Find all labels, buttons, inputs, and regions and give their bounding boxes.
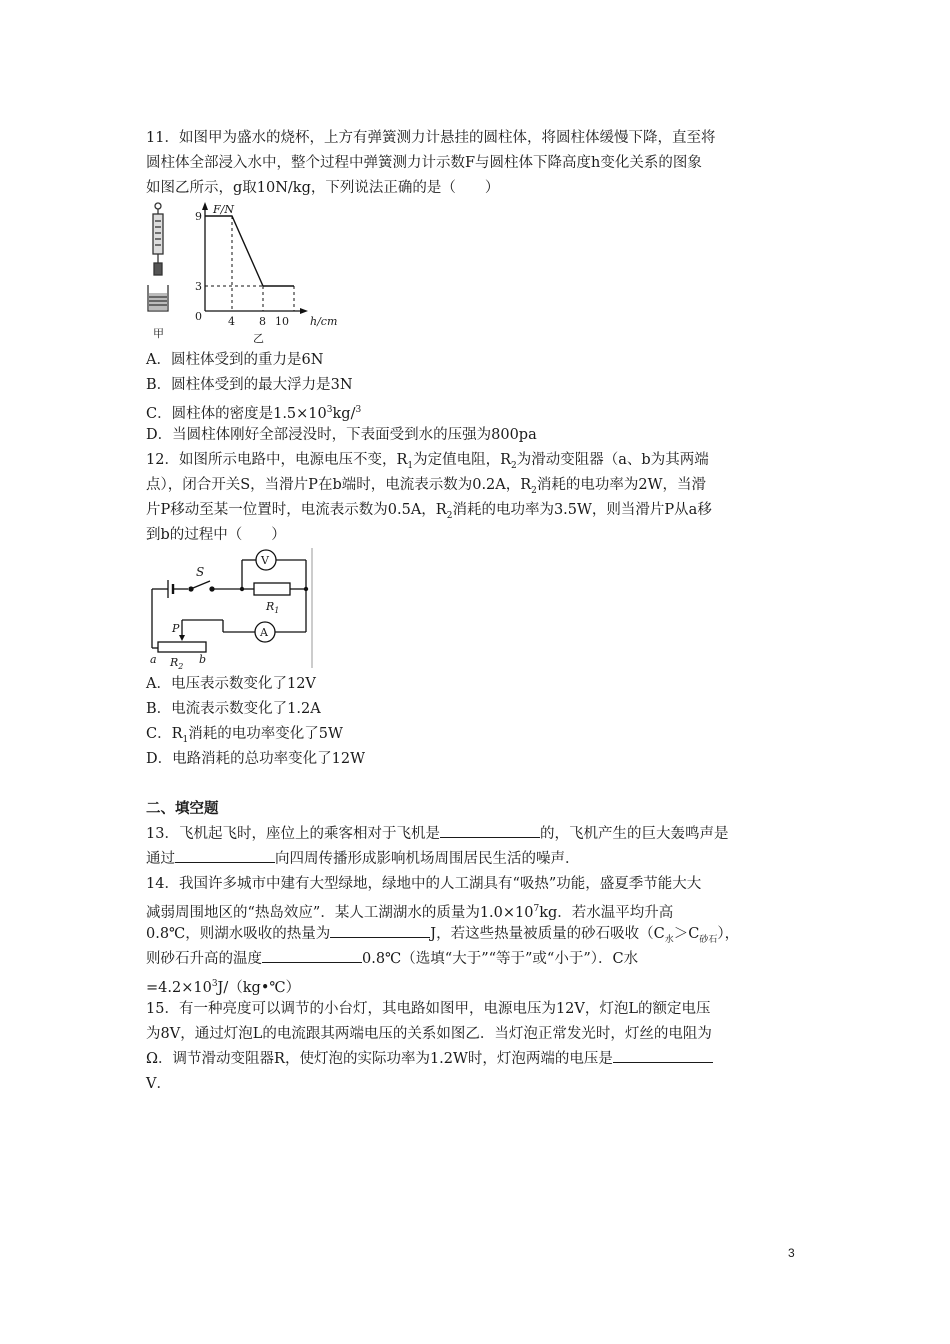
r2-label: $R_2$ [170, 656, 184, 670]
q12-line-4: 到b的过程中（ ） [146, 527, 286, 543]
answer-blank[interactable] [330, 923, 430, 938]
q12-line-1: 12．如图所示电路中，电源电压不变，$R_1$为定值电阻，$R_2$为滑动变阻器（a、b为其两端 [146, 452, 709, 471]
q11-line-1: 11．如图甲为盛水的烧杯，上方有弹簧测力计悬挂的圆柱体，将圆柱体缓慢下降，直至将 [146, 130, 716, 146]
answer-blank[interactable] [613, 1048, 713, 1063]
q14-line-1: 14．我国许多城市中建有大型绿地，绿地中的人工湖具有“吸热”功能，盛夏季节能大大 [146, 876, 702, 892]
switch-label: S [196, 565, 205, 579]
r1-label: $R_1$ [266, 600, 280, 615]
q15-line-3: Ω．调节滑动变阻器R，使灯泡的实际功率为1.2W时，灯泡两端的电压是 [146, 1048, 713, 1070]
x-tick-8: 8 [259, 315, 266, 328]
q11-option-a: A．圆柱体受到的重力是6N [146, 352, 324, 368]
q11-option-b: B．圆柱体受到的最大浮力是3N [146, 377, 353, 393]
label-yi: 乙 [253, 332, 264, 345]
q11-line-3: 如图乙所示，g取10N/kg，下列说法正确的是（ ） [146, 180, 500, 196]
q11-figure [144, 199, 344, 345]
resistor-r1 [254, 583, 290, 595]
q14-line-3: 0.8℃，则湖水吸收的热量为 J，若这些热量被质量的砂石吸收$(C_水>C_{砂石})$， [146, 923, 739, 951]
end-b-label: b [199, 653, 207, 666]
end-a-label: a [150, 653, 157, 666]
f-h-graph [195, 202, 337, 345]
resistor-r2 [158, 642, 206, 652]
q12-option-a: A．电压表示数变化了12V [146, 676, 316, 692]
page-number: 3 [788, 1246, 795, 1260]
x-tick-10: 10 [275, 315, 289, 328]
q14-line-2: 减弱周围地区的“热岛效应”．某人工湖湖水的质量为$1.0\times 10^7kg$．若水温平均升高 [146, 904, 674, 921]
x-axis-label: h/cm [310, 315, 338, 328]
q12-option-b: B．电流表示数变化了1.2A [146, 701, 321, 717]
voltmeter-label: V [261, 554, 269, 567]
q12-option-c: C．$R_1$消耗的电功率变化了5W [146, 726, 343, 745]
q12-line-2: 点），闭合开关S，当滑片P在b端时，电流表示数为0.2A，$R_2$消耗的电功率为2W，当滑 [146, 477, 707, 496]
q14-line-4: 则砂石升高的温度 0.8℃（选填“大于”“等于”或“小于”）．C水 [146, 948, 638, 970]
q11-line-2: 圆柱体全部浸入水中，整个过程中弹簧测力计示数F与圆柱体下降高度h变化关系的图象 [146, 155, 702, 171]
q12-line-3: 片P移动至某一位置时，电流表示数为0.5A，$R_2$消耗的电功率为3.5W，则当滑片P从a移 [146, 502, 712, 521]
q13-line-1: 13．飞机起飞时，座位上的乘客相对于飞机是 的，飞机产生的巨大轰鸣声是 [146, 823, 728, 845]
answer-blank[interactable] [440, 823, 540, 838]
q15-line-4: V． [146, 1076, 171, 1092]
ammeter-label: A [260, 626, 268, 639]
answer-blank[interactable] [262, 948, 362, 963]
slider-label: P [172, 622, 180, 635]
q14-line-5: $=4.2\times 10^3J/(kg•℃)$ [146, 979, 301, 996]
force-curve [205, 216, 294, 286]
q12-circuit-figure [144, 546, 316, 670]
y-tick-3: 3 [195, 280, 202, 293]
label-jia: 甲 [153, 327, 164, 340]
answer-blank[interactable] [175, 848, 275, 863]
section-title: 二、填空题 [146, 801, 219, 817]
q15-line-2: 为8V，通过灯泡L的电流跟其两端电压的关系如图乙．当灯泡正常发光时，灯丝的电阻为 [146, 1026, 712, 1042]
q15-line-1: 15．有一种亮度可以调节的小台灯，其电路如图甲，电源电压为12V，灯泡L的额定电压 [146, 1001, 711, 1017]
x-tick-4: 4 [228, 315, 235, 328]
origin-label: 0 [195, 310, 202, 323]
switch-s [193, 581, 210, 588]
q11-option-c: C．圆柱体的密度是$1.5\times 10^3kg/^3$ [146, 405, 362, 422]
y-axis-label: F/N [213, 203, 234, 216]
q11-option-d: D．当圆柱体刚好全部浸没时，下表面受到水的压强为800pa [146, 427, 537, 443]
q13-line-2: 通过 向四周传播形成影响机场周围居民生活的噪声． [146, 848, 580, 870]
y-tick-9: 9 [195, 210, 202, 223]
q12-option-d: D．电路消耗的总功率变化了12W [146, 751, 365, 767]
spring-scale-illustration [148, 203, 168, 311]
